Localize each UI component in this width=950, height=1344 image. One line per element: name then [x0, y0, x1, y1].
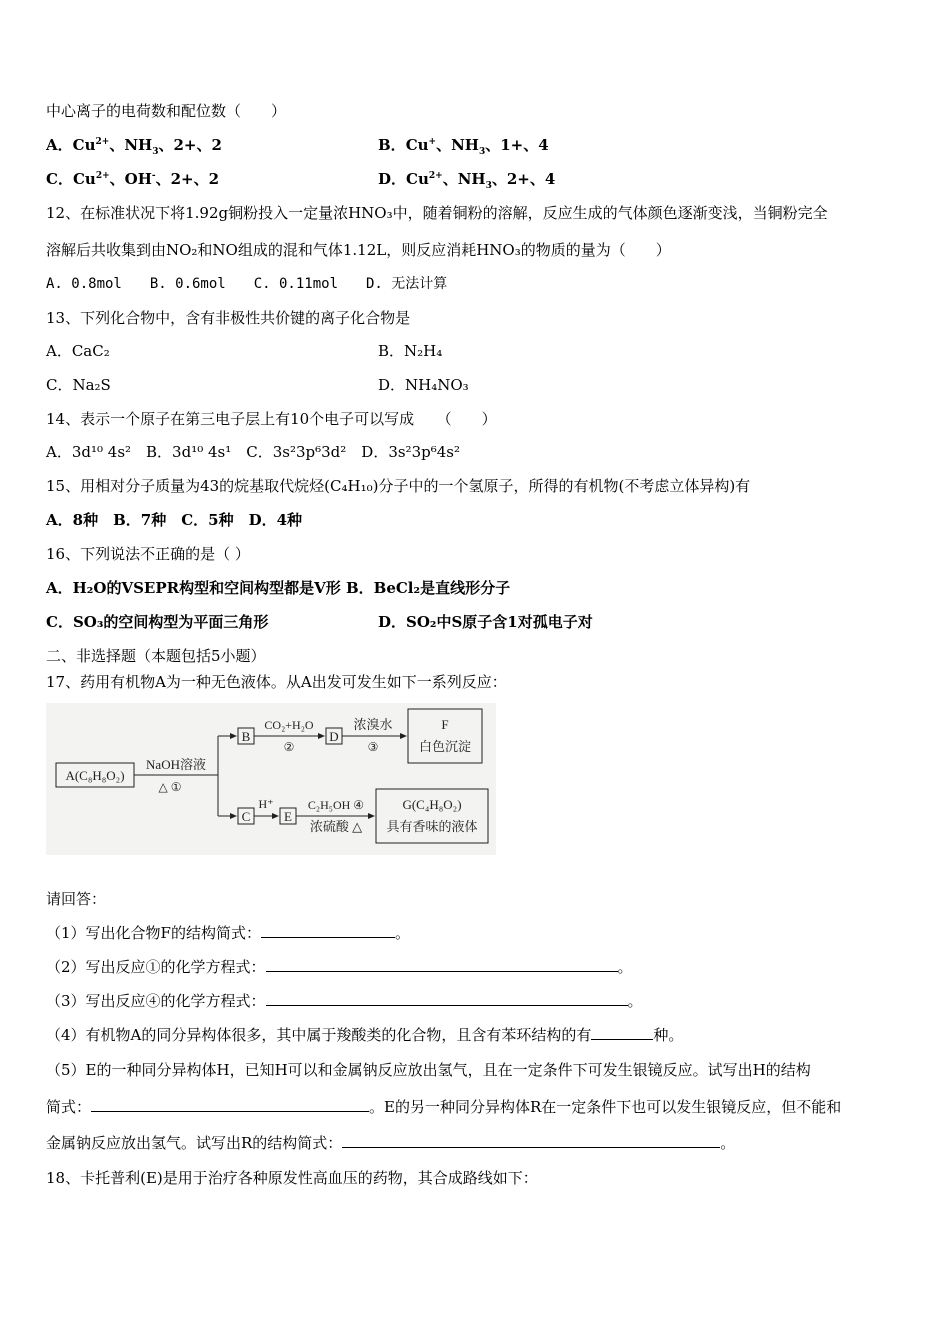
ethanol-label: C₂H₅OH ④: [307, 798, 365, 812]
q13-option-b: B．N₂H₄: [378, 342, 443, 360]
q18-stem: 18、卡托普利(E)是用于治疗各种原发性高血压的药物，其合成路线如下：: [46, 1169, 538, 1187]
q11-option-a: A．$Cu^{2+}$、$NH_3$、2+、2: [46, 136, 222, 157]
q11-option-b: B．Cu+、$NH_3$、1+、4: [378, 136, 549, 157]
q11-option-d: D．$Cu^{2+}$、$NH_3$、2+、4: [378, 170, 556, 191]
step3-label: ③: [367, 740, 379, 754]
compound-d-label: D: [329, 729, 339, 744]
answer-blank-5[interactable]: [91, 1097, 369, 1112]
q17-stem: 17、药用有机物A为一种无色液体。从A出发可发生如下一系列反应：: [46, 673, 507, 691]
q16-stem: 16、下列说法不正确的是（ ）: [46, 545, 250, 563]
compound-f-label: F: [441, 717, 449, 732]
q17-part3: （3）写出反应④的化学方程式： 。: [46, 992, 643, 1010]
q17-part2: （2）写出反应①的化学方程式： 。: [46, 958, 633, 976]
answer-blank-4[interactable]: [591, 1025, 653, 1040]
q17-part5-line2: 简式： 。E的另一种同分异构体R在一定条件下也可以发生银镜反应，但不能和: [46, 1098, 842, 1116]
step2-label: ②: [283, 740, 295, 754]
bromine-label: 浓溴水: [353, 717, 393, 732]
hplus-label: H⁺: [258, 797, 274, 811]
q13-option-a: A．CaC₂: [46, 342, 110, 360]
acid-label: 浓硫酸 △: [309, 819, 363, 834]
q13-option-d: D．NH₄NO₃: [378, 376, 469, 394]
naoh-label: NaOH溶液: [146, 757, 206, 772]
q13-stem: 13、下列化合物中，含有非极性共价键的离子化合物是: [46, 309, 411, 327]
step1-label: △ ①: [158, 780, 182, 794]
compound-g-label: G(C₄H₈O₂): [402, 797, 462, 812]
q17-part5-line1: （5）E的一种同分异构体H，已知H可以和金属钠反应放出氢气，且在一定条件下可发生银镜反应。试写出H的结构: [46, 1061, 811, 1079]
compound-g-desc: 具有香味的液体: [386, 819, 478, 834]
q17-part5-line3: 金属钠反应放出氢气。试写出R的结构简式： 。: [46, 1134, 736, 1152]
compound-c-label: C: [241, 809, 251, 824]
compound-b-label: B: [241, 729, 251, 744]
q12-stem-line2: 溶解后共收集到由NO₂和NO组成的混和气体1.12L，则反应消耗HNO₃的物质的量为（ ）: [46, 241, 671, 259]
answer-blank-3[interactable]: [266, 991, 628, 1006]
q13-option-c: C．Na₂S: [46, 376, 111, 394]
q14-stem: 14、表示一个原子在第三电子层上有10个电子可以写成 （ ）: [46, 410, 497, 428]
answer-blank-6[interactable]: [342, 1133, 720, 1148]
compound-e-label: E: [284, 809, 292, 824]
reaction-scheme: [46, 703, 496, 855]
compound-f-desc: 白色沉淀: [418, 739, 472, 754]
compound-a-label: A(C₈H₈O₂): [65, 768, 125, 783]
section-heading: 二、非选择题（本题包括5小题）: [46, 647, 266, 665]
q15-stem: 15、用相对分子质量为43的烷基取代烷烃(C₄H₁₀)分子中的一个氢原子，所得的有机物(不考虑立体异构)有: [46, 477, 751, 495]
answer-prompt: 请回答：: [46, 890, 107, 908]
q12-options: A. 0.8mol B. 0.6mol C. 0.11mol D. 无法计算: [46, 276, 448, 292]
co2-label: CO₂+H₂O: [264, 718, 314, 732]
q11-option-c: C．$Cu^{2+}$、OH-、2+、2: [46, 170, 220, 188]
q16-option-c: C．SO₃的空间构型为平面三角形: [46, 613, 269, 631]
answer-blank-1[interactable]: [261, 923, 395, 938]
q16-options-ab: A．H₂O的VSEPR构型和空间构型都是V形 B．BeCl₂是直线形分子: [46, 579, 511, 597]
q12-stem-line1: 12、在标准状况下将1.92g铜粉投入一定量浓HNO₃中，随着铜粉的溶解，反应生成的气体颜色逐渐变浅，当铜粉完全: [46, 204, 828, 222]
intro-line: 中心离子的电荷数和配位数（ ）: [46, 102, 287, 120]
q17-part4: （4）有机物A的同分异构体很多，其中属于羧酸类的化合物，且含有苯环结构的有 种。: [46, 1026, 684, 1044]
q15-options: A．8种 B．7种 C．5种 D．4种: [46, 511, 303, 529]
q14-options: A．3d¹⁰ 4s² B．3d¹⁰ 4s¹ C．3s²3p⁶3d² D．3s²3p⁶4s²: [46, 443, 460, 461]
answer-blank-2[interactable]: [266, 957, 618, 972]
q17-part1: （1）写出化合物F的结构简式： 。: [46, 924, 410, 942]
q16-option-d: D．SO₂中S原子含1对孤电子对: [378, 613, 593, 631]
